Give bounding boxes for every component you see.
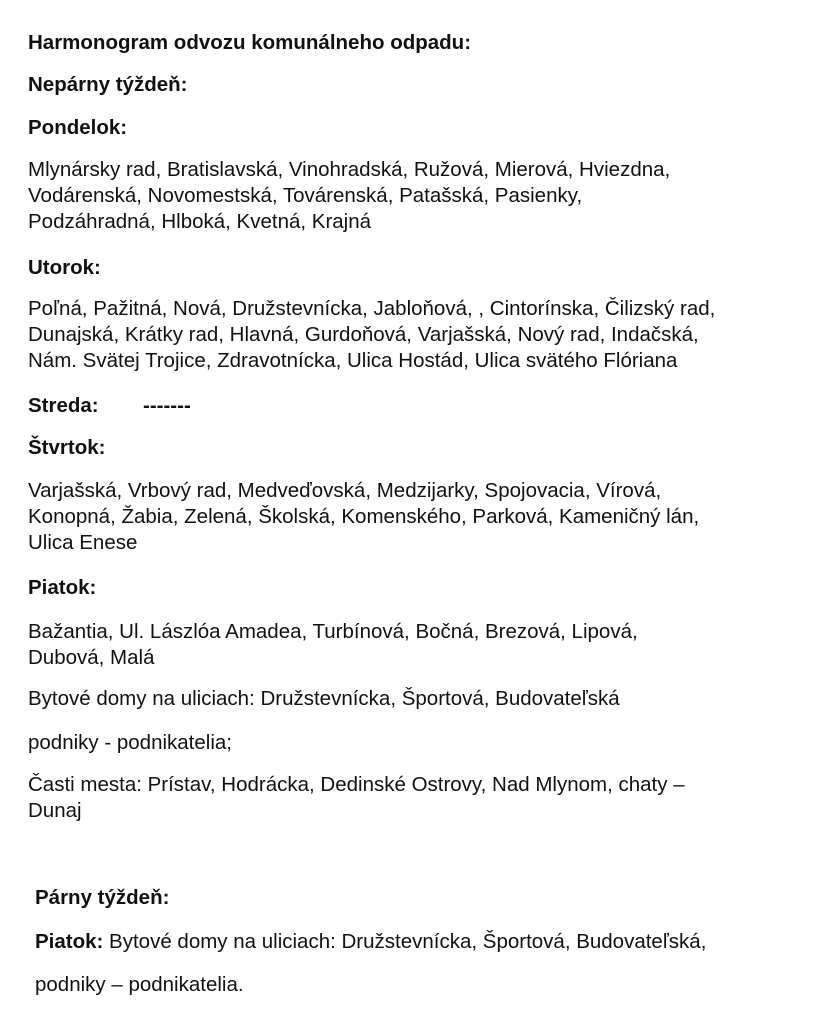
monday-streets-line: Vodárenská, Novomestská, Továrenská, Patašská, Pasienky, [28, 184, 583, 207]
even-week-friday-text: Bytové domy na uliciach: Družstevnícka, Športová, Budovateľská, [103, 930, 707, 953]
thursday-label: Štvrtok: [28, 436, 106, 459]
tuesday-streets-line: Dunajská, Krátky rad, Hlavná, Gurdoňová, Varjašská, Nový rad, Indačská, [28, 323, 699, 346]
thursday-streets [28, 478, 808, 556]
friday-streets [28, 619, 808, 671]
thursday-streets-line: Varjašská, Vrbový rad, Medveďovská, Medzijarky, Spojovacia, Vírová, [28, 479, 662, 502]
monday-streets-line: Podzáhradná, Hlboká, Kvetná, Krajná [28, 210, 372, 233]
friday-business-line: podniky - podnikatelia; [28, 731, 232, 754]
friday-city-parts [28, 772, 808, 824]
city-parts-line: Dunaj [28, 799, 82, 822]
friday-streets-line: Bažantia, Ul. Lászlóa Amadea, Turbínová, Bočná, Brezová, Lipová, [28, 620, 638, 643]
even-week-heading: Párny týždeň: [35, 886, 170, 909]
thursday-streets-line: Ulica Enese [28, 531, 138, 554]
monday-label: Pondelok: [28, 116, 128, 139]
tuesday-streets-line: Nám. Svätej Trojice, Zdravotnícka, Ulica Hostád, Ulica svätého Flóriana [28, 349, 678, 372]
friday-label: Piatok: [28, 576, 97, 599]
wednesday-label: Streda: [28, 394, 99, 417]
monday-streets-line: Mlynársky rad, Bratislavská, Vinohradská, Ružová, Mierová, Hviezdna, [28, 158, 671, 181]
wednesday-value: ------- [143, 394, 191, 417]
even-week-business-line: podniky – podnikatelia. [35, 973, 244, 996]
even-week-friday-row [35, 929, 706, 955]
odd-week-heading: Nepárny týždeň: [28, 73, 188, 96]
thursday-streets-line: Konopná, Žabia, Zelená, Školská, Komenského, Parková, Kameničný lán, [28, 505, 700, 528]
friday-streets-line: Dubová, Malá [28, 646, 155, 669]
document-title: Harmonogram odvozu komunálneho odpadu: [28, 31, 472, 54]
tuesday-label: Utorok: [28, 256, 101, 279]
monday-streets [28, 157, 808, 235]
friday-apartment-line: Bytové domy na uliciach: Družstevnícka, Športová, Budovateľská [28, 687, 620, 710]
tuesday-streets [28, 296, 808, 374]
even-week-friday-label: Piatok: [35, 930, 104, 953]
tuesday-streets-line: Poľná, Pažitná, Nová, Družstevnícka, Jabloňová, , Cintorínska, Čilizský rad, [28, 297, 716, 320]
city-parts-line: Časti mesta: Prístav, Hodrácka, Dedinské Ostrovy, Nad Mlynom, chaty – [28, 773, 685, 796]
